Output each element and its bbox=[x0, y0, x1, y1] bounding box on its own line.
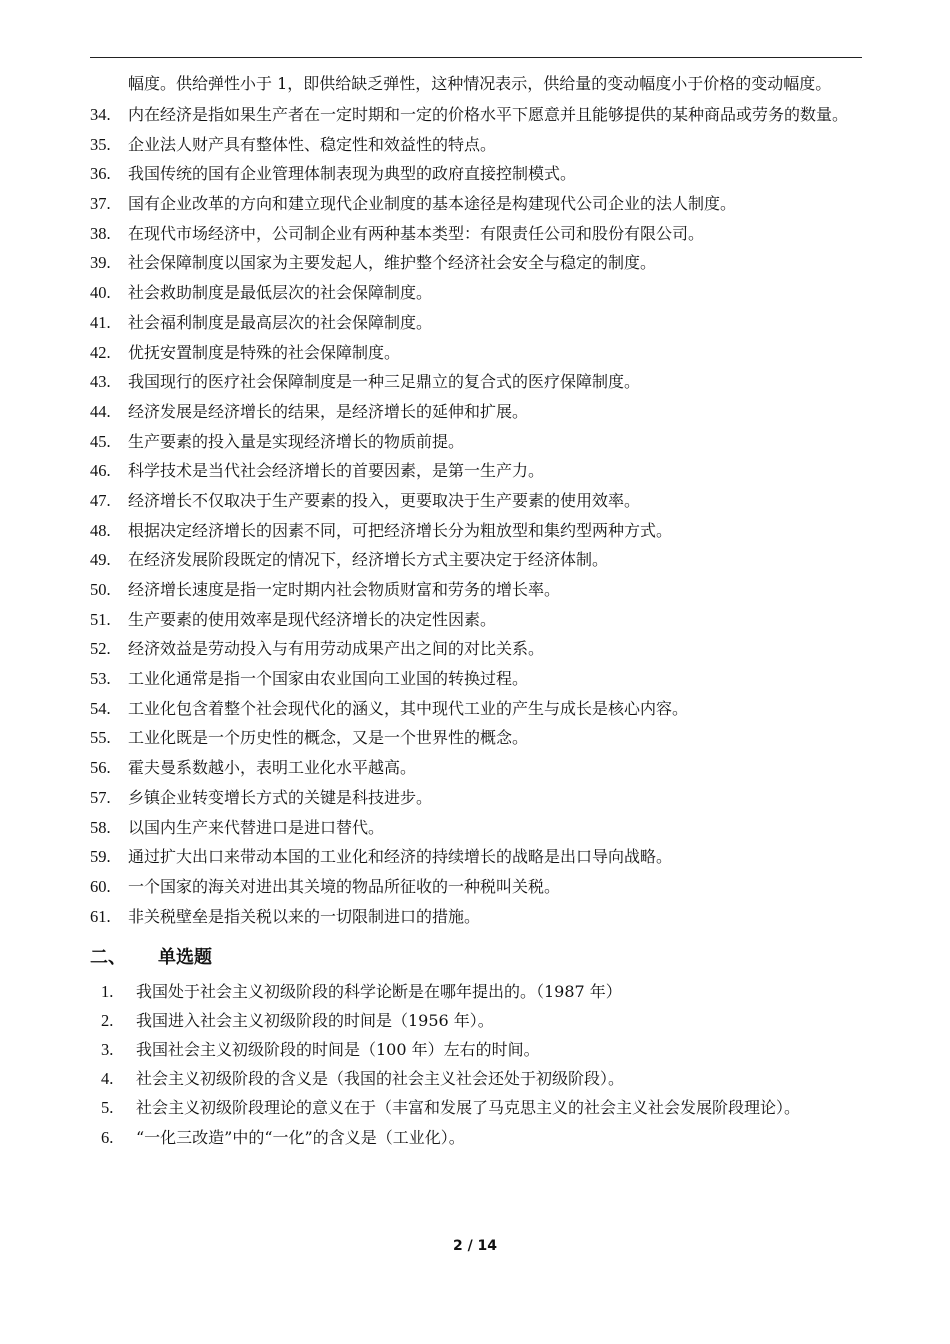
item-number: 60. bbox=[90, 876, 111, 896]
statement-item bbox=[90, 548, 862, 572]
item-number: 61. bbox=[90, 906, 111, 926]
item-text: 国有企业改革的方向和建立现代企业制度的基本途径是构建现代公司企业的法人制度。 bbox=[128, 194, 737, 214]
statement-item bbox=[90, 370, 862, 394]
item-number: 36. bbox=[90, 164, 111, 184]
question-item bbox=[101, 1126, 862, 1150]
item-text: 社会保障制度以国家为主要发起人，维护整个经济社会安全与稳定的制度。 bbox=[128, 253, 657, 273]
item-text: 工业化包含着整个社会现代化的涵义，其中现代工业的产生与成长是核心内容。 bbox=[128, 698, 689, 718]
statement-item bbox=[90, 192, 862, 216]
question-item bbox=[101, 1009, 862, 1033]
statement-item bbox=[90, 697, 862, 721]
statement-item bbox=[90, 281, 862, 305]
item-number: 38. bbox=[90, 223, 111, 243]
statement-item bbox=[90, 133, 862, 157]
question-item bbox=[101, 980, 862, 1004]
item-text: 社会主义初级阶段理论的意义在于（丰富和发展了马克思主义的社会主义社会发展阶段理论）。 bbox=[136, 1098, 801, 1118]
item-number: 59. bbox=[90, 847, 111, 867]
item-text: 经济发展是经济增长的结果，是经济增长的延伸和扩展。 bbox=[128, 401, 529, 421]
statement-item bbox=[90, 786, 862, 810]
statement-item bbox=[90, 311, 862, 335]
item-text: 非关税壁垒是指关税以来的一切限制进口的措施。 bbox=[128, 906, 481, 926]
item-number: 48. bbox=[90, 520, 111, 540]
item-text: 以国内生产来代替进口是进口替代。 bbox=[128, 817, 385, 837]
statement-item bbox=[90, 756, 862, 780]
statement-item bbox=[90, 341, 862, 365]
item-text: 社会主义初级阶段的含义是（我国的社会主义社会还处于初级阶段）。 bbox=[136, 1069, 625, 1089]
statement-item bbox=[90, 905, 862, 929]
single-choice-list bbox=[90, 980, 862, 1150]
item-number: 46. bbox=[90, 461, 111, 481]
statement-item bbox=[90, 103, 862, 127]
item-text: 优抚安置制度是特殊的社会保障制度。 bbox=[128, 342, 401, 362]
page-number: 2 / 14 bbox=[452, 1238, 498, 1254]
item-number: 3. bbox=[101, 1039, 114, 1059]
item-text: 我国进入社会主义初级阶段的时间是（1956 年）。 bbox=[136, 1010, 494, 1030]
item-text: 工业化通常是指一个国家由农业国向工业国的转换过程。 bbox=[128, 669, 529, 689]
item-number: 2. bbox=[101, 1010, 114, 1030]
item-number: 1. bbox=[101, 981, 114, 1001]
statement-item bbox=[90, 816, 862, 840]
item-text: 乡镇企业转变增长方式的关键是科技进步。 bbox=[128, 787, 433, 807]
true-false-list bbox=[90, 103, 862, 929]
statement-item bbox=[90, 875, 862, 899]
item-number: 6. bbox=[101, 1127, 114, 1147]
item-number: 52. bbox=[90, 639, 111, 659]
statement-item bbox=[90, 430, 862, 454]
item-number: 34. bbox=[90, 105, 111, 124]
item-number: 58. bbox=[90, 817, 111, 837]
item-text: 社会救助制度是最低层次的社会保障制度。 bbox=[128, 283, 433, 303]
item-number: 53. bbox=[90, 669, 111, 689]
item-number: 37. bbox=[90, 194, 111, 214]
item-number: 45. bbox=[90, 431, 111, 451]
item-text: 企业法人财产具有整体性、稳定性和效益性的特点。 bbox=[128, 134, 497, 154]
item-number: 51. bbox=[90, 609, 111, 629]
item-text: 我国处于社会主义初级阶段的科学论断是在哪年提出的。（1987 年） bbox=[136, 981, 622, 1001]
item-text: 内在经济是指如果生产者在一定时期和一定的价格水平下愿意并且能够提供的某种商品或劳务的数量。 bbox=[128, 105, 849, 124]
item-number: 41. bbox=[90, 312, 111, 332]
item-number: 44. bbox=[90, 401, 111, 421]
item-text: 经济增长不仅取决于生产要素的投入，更要取决于生产要素的使用效率。 bbox=[128, 490, 641, 510]
item-text: 生产要素的使用效率是现代经济增长的决定性因素。 bbox=[128, 609, 497, 629]
item-text: 霍夫曼系数越小，表明工业化水平越高。 bbox=[128, 758, 417, 778]
section-heading bbox=[90, 945, 862, 971]
item-number: 47. bbox=[90, 490, 111, 510]
item-text: 我国社会主义初级阶段的时间是（100 年）左右的时间。 bbox=[136, 1039, 540, 1059]
statement-item bbox=[90, 162, 862, 186]
question-item bbox=[101, 1096, 862, 1120]
statement-item bbox=[90, 519, 862, 543]
item-text: 工业化既是一个历史性的概念，又是一个世界性的概念。 bbox=[128, 728, 529, 748]
item-text: 在现代市场经济中，公司制企业有两种基本类型：有限责任公司和股份有限公司。 bbox=[128, 223, 705, 243]
item-text: 生产要素的投入量是实现经济增长的物质前提。 bbox=[128, 431, 465, 451]
item-number: 54. bbox=[90, 698, 111, 718]
section-number: 二、 bbox=[90, 946, 126, 968]
item-text: 我国现行的医疗社会保障制度是一种三足鼎立的复合式的医疗保障制度。 bbox=[128, 372, 641, 392]
item-text: 在经济发展阶段既定的情况下，经济增长方式主要决定于经济体制。 bbox=[128, 550, 609, 570]
item-text: 经济增长速度是指一定时期内社会物质财富和劳务的增长率。 bbox=[128, 580, 561, 599]
item-text: “一化三改造”中的“一化”的含义是（工业化）。 bbox=[136, 1127, 465, 1147]
item-number: 56. bbox=[90, 758, 111, 778]
item-number: 55. bbox=[90, 728, 111, 748]
item-text: 经济效益是劳动投入与有用劳动成果产出之间的对比关系。 bbox=[128, 639, 545, 659]
statement-item bbox=[90, 459, 862, 483]
statement-item bbox=[90, 667, 862, 691]
question-item bbox=[101, 1038, 862, 1062]
item-text: 社会福利制度是最高层次的社会保障制度。 bbox=[128, 312, 433, 332]
question-item bbox=[101, 1067, 862, 1091]
item-number: 5. bbox=[101, 1098, 114, 1118]
statement-item bbox=[90, 222, 862, 246]
item-text: 我国传统的国有企业管理体制表现为典型的政府直接控制模式。 bbox=[128, 164, 577, 184]
item-number: 40. bbox=[90, 283, 111, 303]
item-number: 49. bbox=[90, 550, 111, 570]
statement-item bbox=[90, 845, 862, 869]
item-number: 43. bbox=[90, 372, 111, 392]
item-number: 39. bbox=[90, 253, 111, 273]
item-number: 35. bbox=[90, 134, 111, 154]
item-number: 4. bbox=[101, 1069, 114, 1089]
item-text: 一个国家的海关对进出其关境的物品所征收的一种税叫关税。 bbox=[128, 876, 561, 896]
statement-item bbox=[90, 400, 862, 424]
statement-item bbox=[90, 489, 862, 513]
statement-item bbox=[90, 251, 862, 275]
statement-item bbox=[90, 578, 862, 602]
section-title: 单选题 bbox=[158, 946, 212, 968]
statement-item bbox=[90, 637, 862, 661]
continuation-paragraph: 幅度。供给弹性小于 1，即供给缺乏弹性，这种情况表示，供给量的变动幅度小于价格的变动幅度。 bbox=[128, 74, 832, 93]
header-rule bbox=[90, 57, 862, 58]
item-number: 50. bbox=[90, 580, 111, 599]
item-text: 科学技术是当代社会经济增长的首要因素，是第一生产力。 bbox=[128, 461, 545, 481]
item-text: 通过扩大出口来带动本国的工业化和经济的持续增长的战略是出口导向战略。 bbox=[128, 847, 673, 867]
page-content bbox=[90, 72, 862, 1155]
item-number: 42. bbox=[90, 342, 111, 362]
statement-item bbox=[90, 726, 862, 750]
statement-item bbox=[90, 608, 862, 632]
item-number: 57. bbox=[90, 787, 111, 807]
item-text: 根据决定经济增长的因素不同，可把经济增长分为粗放型和集约型两种方式。 bbox=[128, 520, 673, 540]
